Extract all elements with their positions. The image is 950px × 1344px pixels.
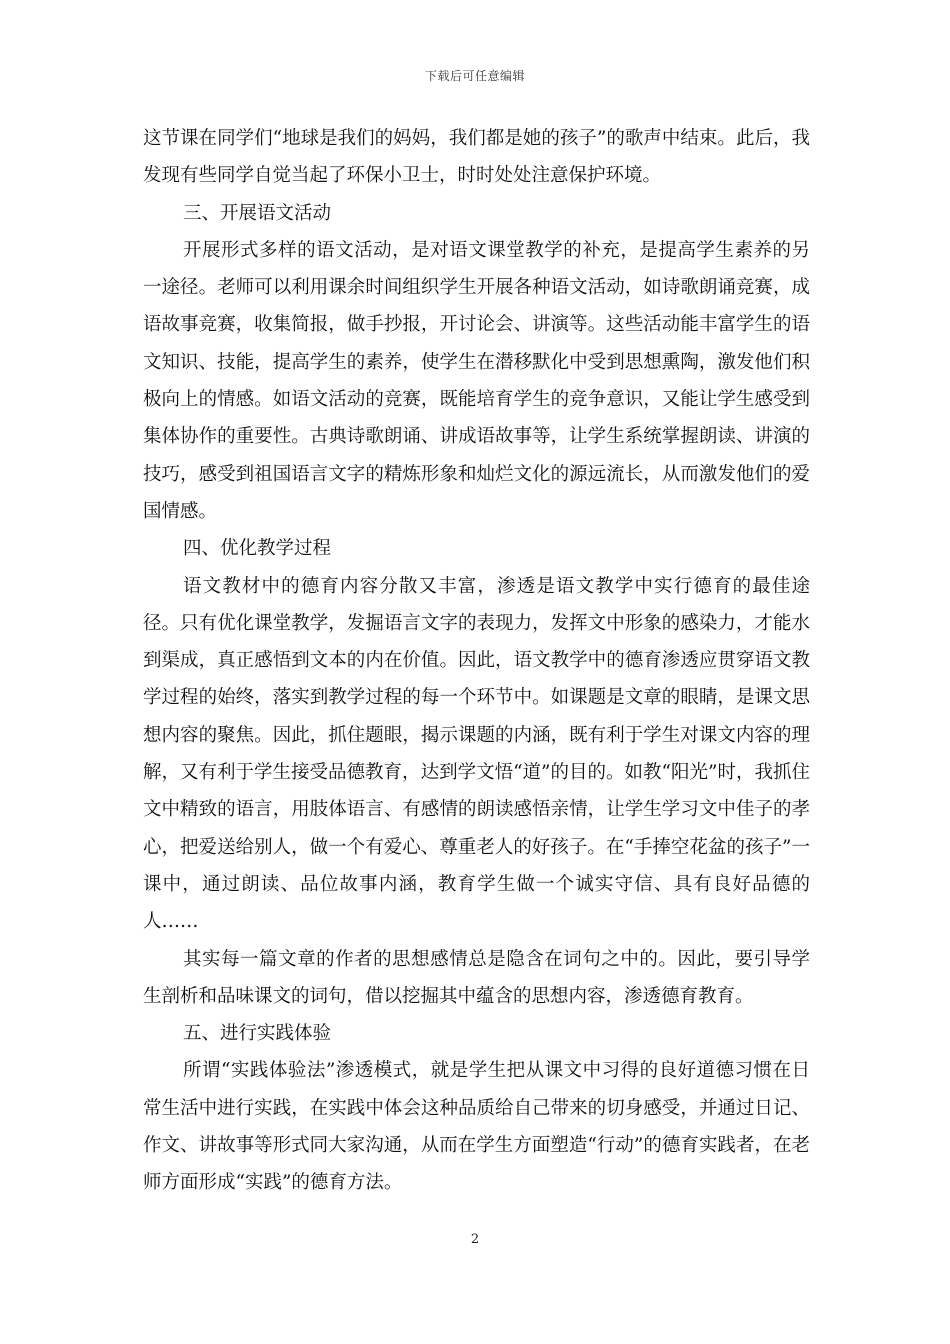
page-number: 2 [470, 1232, 480, 1247]
paragraph-author-thoughts: 其实每一篇文章的作者的思想感情总是隐含在词句之中的。因此，要引导学生剖析和品味课文的词句，借以挖掘其中蕴含的思想内容，渗透德育教育。 [143, 948, 810, 1007]
paragraph-teaching-process: 语文教材中的德育内容分散又丰富，渗透是语文教学中实行德育的最佳途径。只有优化课堂教学，发掘语言文字的表现力，发挥文中形象的感染力，才能水到渠成，真正感悟到文本的内在价值。因此，语文教学中的德育渗透应贯穿语文教学过程的始终，落实到教学过程的每一个环节中。如课题是文章的眼睛，是课文思想内容的聚焦。因此，抓住题眼，揭示课题的内涵，既有利于学生对课文内容的理解，又有利于学生接受品德教育，达到学文悟“道”的目的。如教“阳光”时，我抓住文中精致的语言，用肢体语言、有感情的朗读感悟亲情，让学生学习文中佳子的孝心，把爱送给别人，做一个有爱心、尊重老人的好孩子。在“手捧空花盆的孩子”一课中，通过朗读、品位故事内涵，教育学生做一个诚实守信、具有良好品德的人…… [143, 575, 810, 933]
paragraph-language-activities: 开展形式多样的语文活动，是对语文课堂教学的补充，是提高学生素养的另一途径。老师可以利用课余时间组织学生开展各种语文活动，如诗歌朗诵竞赛，成语故事竞赛，收集简报，做手抄报，开讨论会、讲演等。这些活动能丰富学生的语文知识、技能，提高学生的素养，使学生在潜移默化中受到思想熏陶，激发他们积极向上的情感。如语文活动的竞赛，既能培育学生的竞争意识，又能让学生感受到集体协作的重要性。古典诗歌朗诵、讲成语故事等，让学生系统掌握朗读、讲演的技巧，感受到祖国语言文字的精炼形象和灿烂文化的源远流长，从而激发他们的爱国情感。 [143, 239, 810, 522]
section-heading-5: 五、进行实践体验 [183, 1023, 332, 1045]
document-body [143, 120, 810, 1202]
page-header: 下载后可任意编辑 [424, 69, 525, 83]
paragraph-practice-experience: 所谓“实践体验法”渗透模式，就是学生把从课文中习得的良好道德习惯在日常生活中进行实践，在实践中体会这种品质给自己带来的切身感受，并通过日记、作文、讲故事等形式同大家沟通，从而在学生方面塑造“行动”的德育实践者，在老师方面形成“实践”的德育方法。 [143, 1060, 810, 1194]
section-heading-3: 三、开展语文活动 [183, 202, 332, 224]
paragraph-intro: 这节课在同学们“地球是我们的妈妈，我们都是她的孩子”的歌声中结束。此后，我发现有些同学自觉当起了环保小卫士，时时处处注意保护环境。 [143, 128, 810, 187]
section-heading-4: 四、优化教学过程 [183, 538, 332, 560]
